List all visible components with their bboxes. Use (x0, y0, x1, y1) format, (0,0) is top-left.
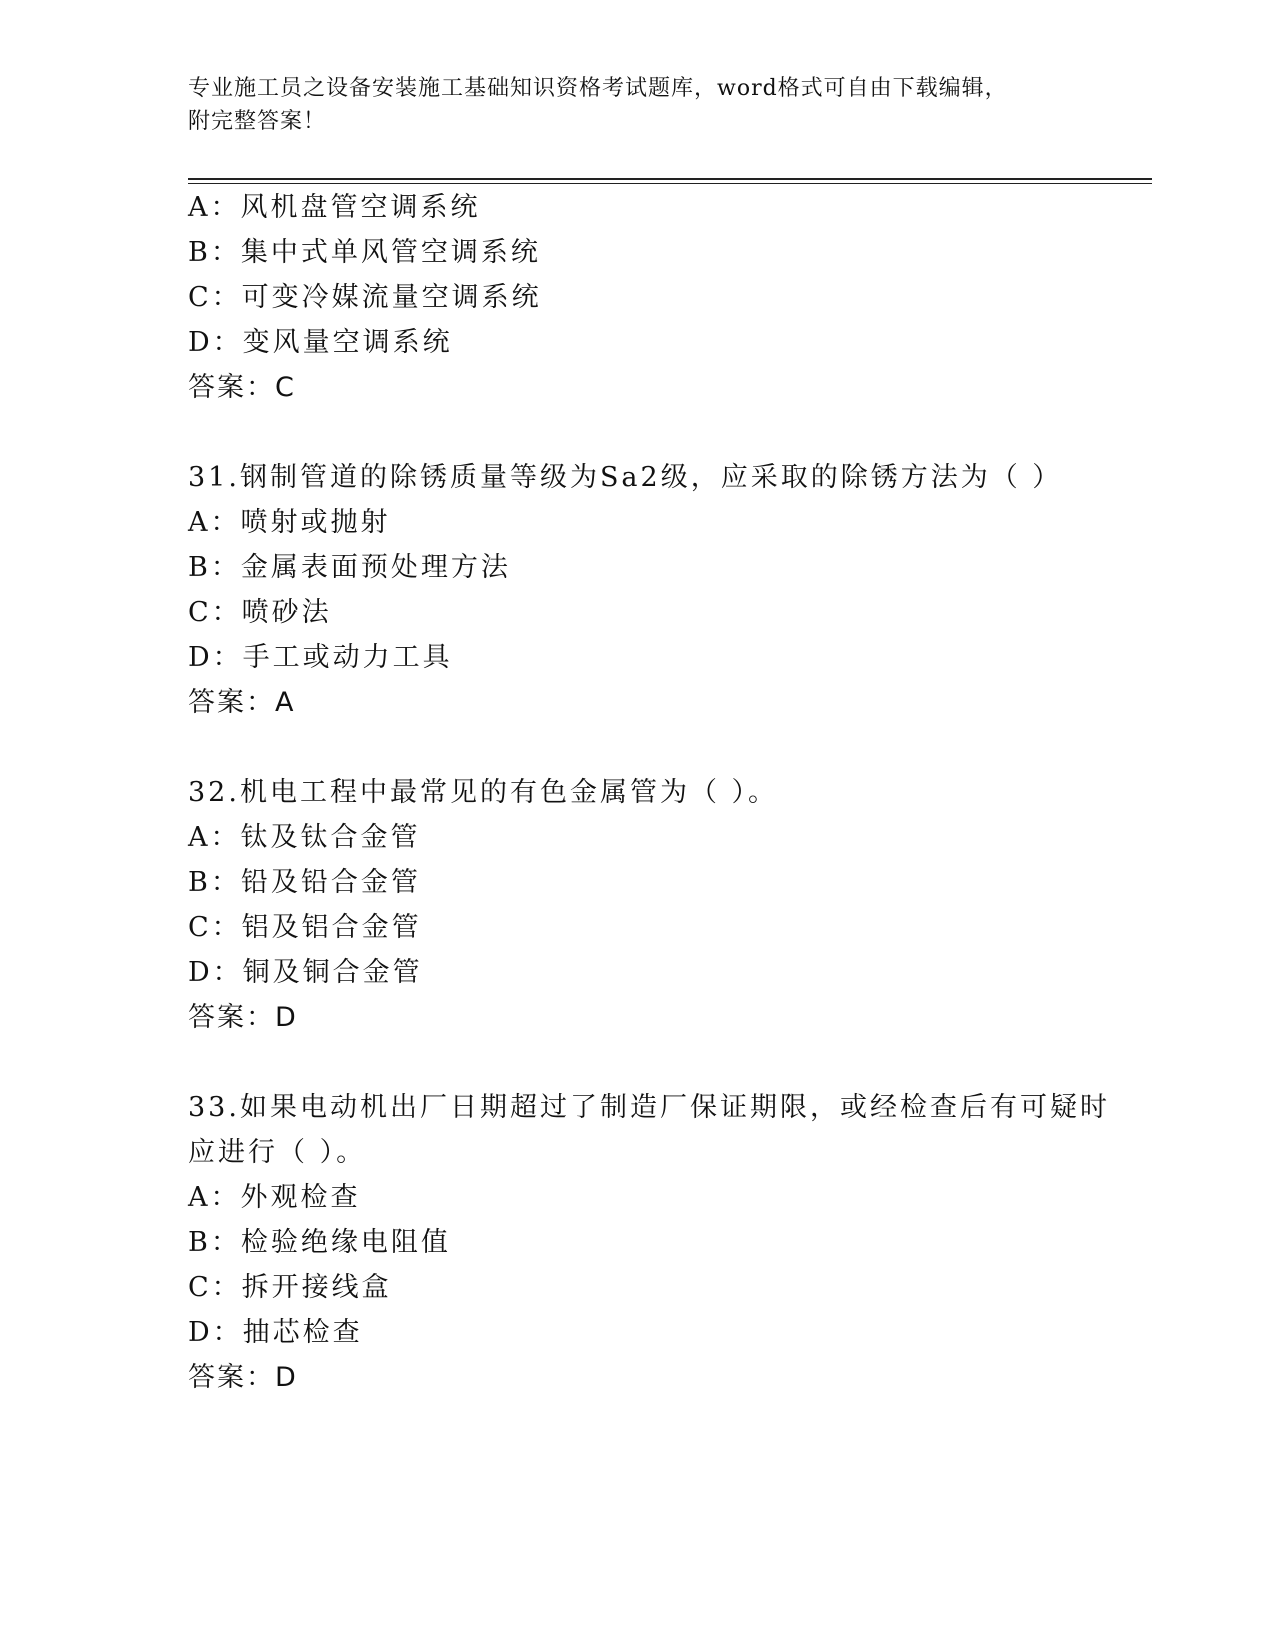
option-c: C：可变冷媒流量空调系统 (188, 282, 542, 313)
option-c: C：喷砂法 (188, 597, 332, 628)
header-divider-thin (188, 183, 1152, 184)
option-a: A：钛及钛合金管 (188, 822, 421, 853)
option-c: C：拆开接线盒 (188, 1272, 392, 1303)
option-b: B：金属表面预处理方法 (188, 552, 511, 583)
option-b: B：检验绝缘电阻值 (188, 1227, 451, 1258)
document-header (188, 72, 1088, 138)
header-divider-thick (188, 178, 1152, 180)
question-stem: 32.机电工程中最常见的有色金属管为（ ）。 (188, 777, 779, 808)
header-line-1: 专业施工员之设备安装施工基础知识资格考试题库，word格式可自由下载编辑， (188, 76, 1008, 101)
header-line-2: 附完整答案！ (188, 109, 327, 134)
option-a: A：外观检查 (188, 1182, 361, 1213)
answer-line: 答案：A (188, 687, 296, 718)
option-d: D：手工或动力工具 (188, 642, 453, 673)
option-b: B：铅及铅合金管 (188, 867, 421, 898)
answer-line: 答案：D (188, 1002, 298, 1033)
question-stem-continued: 应进行（ ）。 (188, 1137, 367, 1168)
option-d: D：抽芯检查 (188, 1317, 363, 1348)
option-a: A：风机盘管空调系统 (188, 192, 481, 223)
question-stem: 31.钢制管道的除锈质量等级为Sa2级，应采取的除锈方法为（ ） (188, 462, 1063, 493)
question-stem: 33.如果电动机出厂日期超过了制造厂保证期限，或经检查后有可疑时 (188, 1092, 1110, 1123)
option-b: B：集中式单风管空调系统 (188, 237, 541, 268)
option-a: A：喷射或抛射 (188, 507, 391, 538)
answer-line: 答案：D (188, 1362, 298, 1393)
answer-line: 答案：C (188, 372, 296, 403)
option-d: D：变风量空调系统 (188, 327, 453, 358)
option-d: D：铜及铜合金管 (188, 957, 423, 988)
option-c: C：铝及铝合金管 (188, 912, 422, 943)
